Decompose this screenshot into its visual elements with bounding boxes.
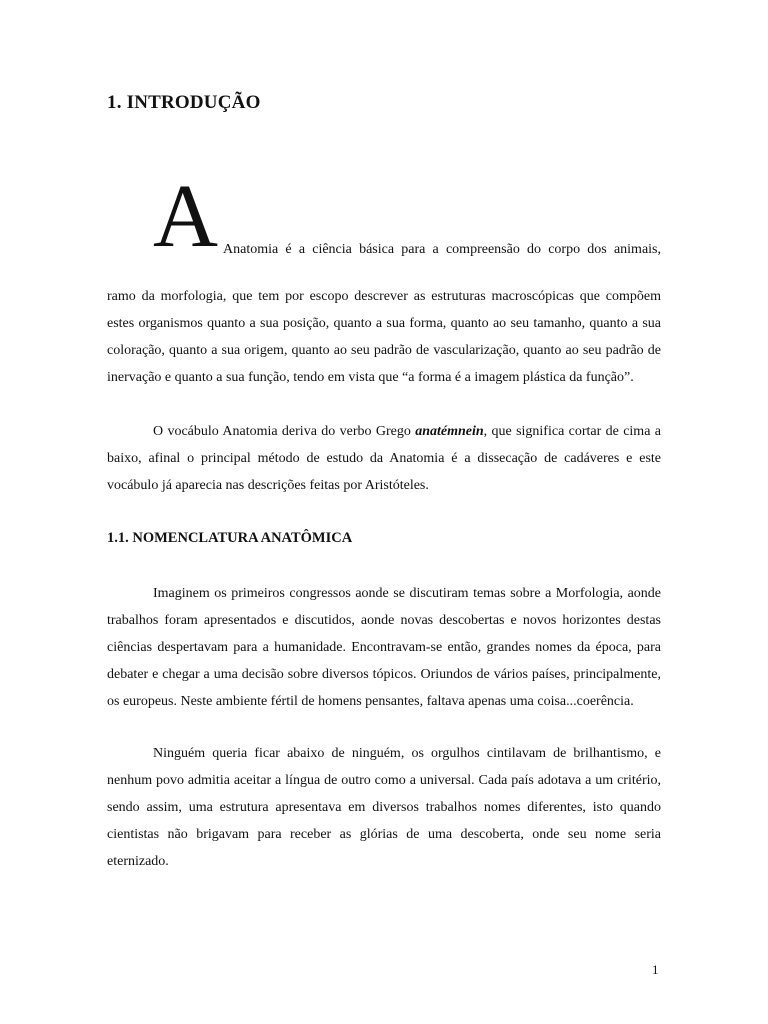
page-number: 1 (652, 962, 659, 977)
intro-paragraph: ramo da morfologia, que tem por escopo descrever as estruturas macroscópicas que compõem estes organismos quanto a sua posição, quanto a sua forma, quanto ao seu tamanho, quanto a sua coloração, quanto a sua origem, quanto ao seu padrão de vascularização, quanto ao seu padrão de inervação e quanto a sua função, tendo em vista que “a forma é a imagem plástica da função”. (107, 289, 661, 385)
congress-paragraph: Imaginem os primeiros congressos aonde se discutiram temas sobre a Morfologia, aonde trabalhos foram apresentados e discutidos, aonde novas descobertas e novos horizontes destas ciências despertavam para a humanidade. Encontravam-se então, grandes nomes da época, para debater e chegar a uma decisão sobre diversos tópicos. Oriundos de vários países, principalmente, os europeus. Neste ambiente fértil de homens pensantes, faltava apenas uma coisa...coerência. (107, 586, 661, 709)
intro-first-line-text: Anatomia é a ciência básica para a compreensão do corpo dos animais, (223, 242, 661, 257)
etymology-text-before: O vocábulo Anatomia deriva do verbo Grego (153, 424, 416, 439)
section-heading: 1. INTRODUÇÃO (107, 92, 261, 113)
etymology-text-after: , que significa cortar de cima a baixo, afinal o principal método de estudo da Anatomia é a dissecação de cadáveres e este vocábulo já aparecia nas descrições feitas por Aristóteles. (107, 424, 661, 493)
drop-cap: A (153, 167, 218, 266)
subsection-heading: 1.1. NOMENCLATURA ANATÔMICA (107, 530, 353, 546)
etymology-paragraph (107, 418, 661, 499)
greek-term: anatémnein (415, 424, 484, 439)
intro-first-line (107, 167, 661, 266)
rivalry-paragraph: Ninguém queria ficar abaixo de ninguém, os orgulhos cintilavam de brilhantismo, e nenhum povo admitia aceitar a língua de outro como a universal. Cada país adotava a um critério, sendo assim, uma estrutura apresentava em diversos trabalhos nomes diferentes, isto quando cientistas não brigavam para receber as glórias de uma descoberta, onde seu nome seria eternizado. (107, 746, 661, 869)
